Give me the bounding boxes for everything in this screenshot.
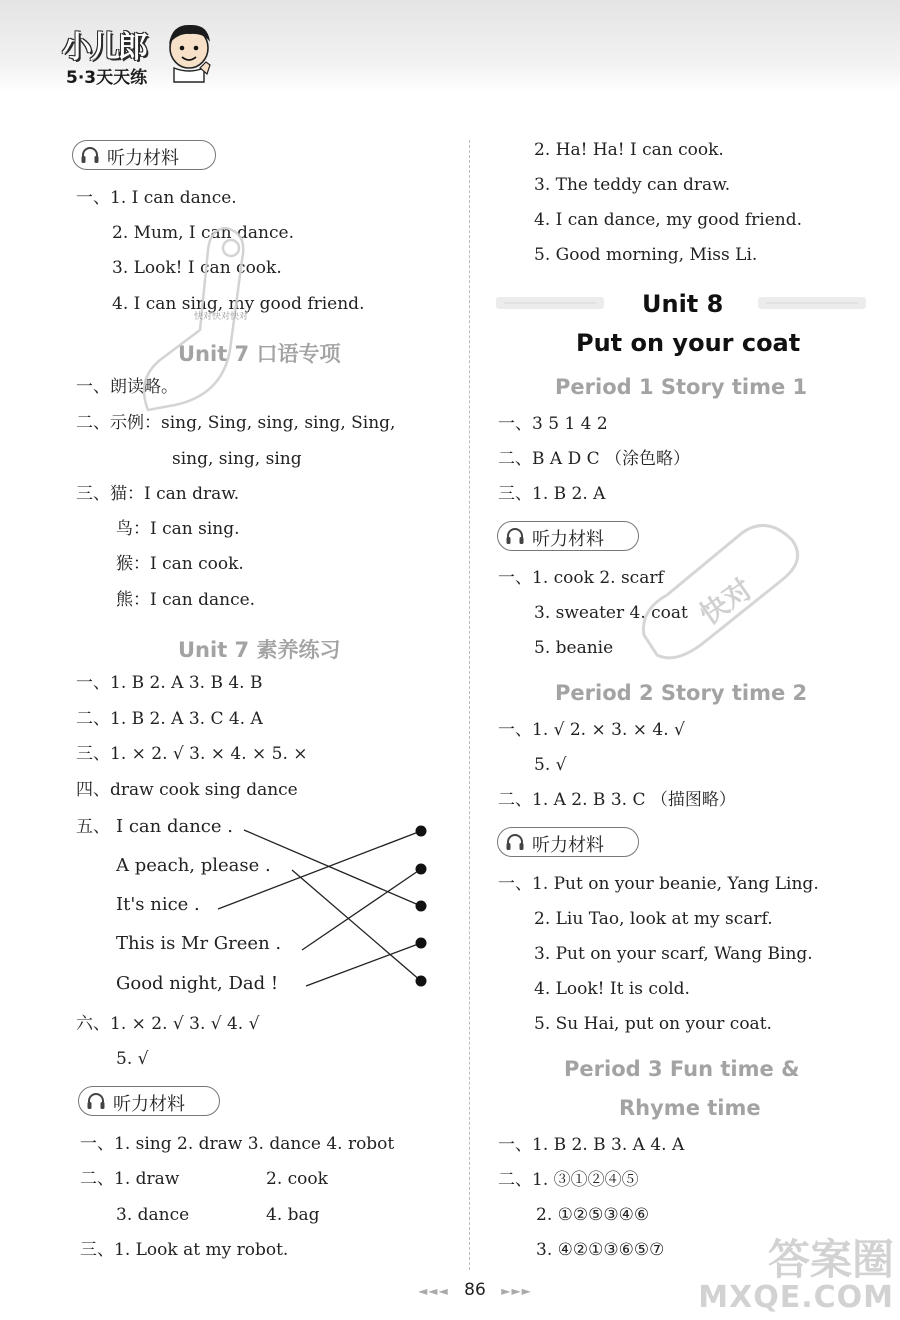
right-listening-line-3: 3. The teddy can draw. bbox=[534, 175, 731, 195]
match-line-5 bbox=[306, 943, 421, 986]
stamp-text: 快对 bbox=[693, 572, 759, 632]
listening-material-tag-3 bbox=[497, 521, 639, 551]
period3-answer-1: 一、1. B 2. B 3. A 4. A bbox=[498, 1135, 685, 1155]
listening-line-2: 2. Mum, I can dance. bbox=[112, 223, 294, 243]
listening3-line-2: 3. sweater 4. coat bbox=[534, 603, 688, 623]
headphones-icon bbox=[80, 146, 100, 164]
logo-subtitle: 5·3天天练 bbox=[66, 68, 148, 88]
listening4-line-4: 4. Look! It is cold. bbox=[534, 979, 690, 999]
unit7-oral-heading: Unit 7 口语专项 bbox=[178, 342, 341, 366]
match-item-4: This is Mr Green . bbox=[116, 933, 282, 954]
unit8-title: Unit 8 bbox=[642, 290, 724, 318]
listening-material-label: 听力材料 bbox=[107, 148, 179, 169]
listening-material-label: 听力材料 bbox=[113, 1094, 185, 1115]
practice-answer-6: 六、1. × 2. √ 3. √ 4. √ bbox=[76, 1014, 260, 1034]
listening-line-4: 4. I can sing, my good friend. bbox=[112, 294, 365, 314]
listening2-line-3b: 4. bag bbox=[266, 1205, 320, 1225]
period3-heading-line1: Period 3 Fun time & bbox=[564, 1057, 800, 1081]
period2-heading: Period 2 Story time 2 bbox=[555, 681, 808, 705]
prev-arrows-icon: ◄◄◄ bbox=[418, 1284, 449, 1298]
right-listening-line-5: 5. Good morning, Miss Li. bbox=[534, 245, 758, 265]
match-item-2: A peach, please . bbox=[116, 855, 271, 876]
period2-answer-1: 一、1. √ 2. × 3. × 4. √ bbox=[498, 720, 685, 740]
listening3-line-3: 5. beanie bbox=[534, 638, 614, 658]
oral-answer-3-bear: 熊：I can dance. bbox=[116, 590, 256, 610]
site-watermark bbox=[698, 1235, 894, 1315]
match-item-3: It's nice . bbox=[116, 894, 200, 915]
column-divider bbox=[469, 140, 470, 1270]
period1-heading: Period 1 Story time 1 bbox=[555, 375, 808, 399]
listening-material-label: 听力材料 bbox=[532, 529, 604, 550]
kuaidui-stamp-icon bbox=[130, 220, 290, 430]
practice-answer-5-prefix: 五、 bbox=[76, 817, 110, 837]
listening2-line-4: 三、1. Look at my robot. bbox=[80, 1240, 289, 1260]
oral-answer-3-monkey: 猴：I can cook. bbox=[116, 554, 244, 574]
listening-material-tag-1 bbox=[72, 140, 216, 170]
listening-material-label: 听力材料 bbox=[532, 835, 604, 856]
page-header bbox=[0, 0, 900, 92]
practice-answer-1: 一、1. B 2. A 3. B 4. B bbox=[76, 673, 263, 693]
match-dot-1 bbox=[416, 826, 427, 837]
match-line-4 bbox=[302, 869, 421, 950]
stamp-small-text: 快对快对快对 bbox=[194, 312, 249, 322]
period3-answer-2-2: 2. ①②⑤③④⑥ bbox=[536, 1205, 650, 1225]
period1-answer-1: 一、3 5 1 4 2 bbox=[498, 414, 608, 434]
listening2-line-1: 一、1. sing 2. draw 3. dance 4. robot bbox=[80, 1134, 395, 1154]
listening3-line-1: 一、1. cook 2. scarf bbox=[498, 568, 664, 588]
practice-answer-3: 三、1. × 2. √ 3. × 4. × 5. × bbox=[76, 744, 308, 764]
period3-answer-2-1: 二、1. ③①②④⑤ bbox=[498, 1170, 639, 1190]
practice-answer-4: 四、draw cook sing dance bbox=[76, 780, 298, 800]
period1-answer-3: 三、1. B 2. A bbox=[498, 484, 606, 504]
headphones-icon bbox=[505, 527, 525, 545]
match-dot-5 bbox=[416, 976, 427, 987]
listening-material-tag-4 bbox=[497, 827, 639, 857]
unit7-practice-heading: Unit 7 素养练习 bbox=[178, 638, 341, 662]
listening-line-3: 3. Look! I can cook. bbox=[112, 258, 282, 278]
headphones-icon bbox=[86, 1092, 106, 1110]
listening4-line-2: 2. Liu Tao, look at my scarf. bbox=[534, 909, 773, 929]
logo-title: 小儿郎 bbox=[62, 30, 146, 65]
practice-answer-6-cont: 5. √ bbox=[116, 1049, 149, 1069]
page-number: 86 bbox=[464, 1280, 486, 1300]
listening2-line-2a: 二、1. draw bbox=[80, 1169, 180, 1189]
kuaidui-stamp-icon bbox=[632, 515, 812, 685]
oral-answer-2: 二、示例：sing, Sing, sing, sing, Sing, bbox=[76, 413, 396, 433]
period3-answer-2-3: 3. ④②①③⑥⑤⑦ bbox=[536, 1240, 665, 1260]
listening-material-tag-2 bbox=[78, 1086, 220, 1116]
headphones-icon bbox=[505, 833, 525, 851]
right-listening-line-4: 4. I can dance, my good friend. bbox=[534, 210, 803, 230]
listening2-line-3a: 3. dance bbox=[116, 1205, 190, 1225]
match-dot-3 bbox=[416, 901, 427, 912]
listening4-line-3: 3. Put on your scarf, Wang Bing. bbox=[534, 944, 813, 964]
watermark-line-2: MXQE.COM bbox=[698, 1280, 894, 1315]
match-item-1: I can dance . bbox=[116, 816, 233, 837]
mascot-boy-icon bbox=[160, 18, 218, 84]
match-item-5: Good night, Dad ! bbox=[116, 973, 279, 994]
period3-heading-line2: Rhyme time bbox=[619, 1096, 761, 1120]
oral-answer-2-cont: sing, sing, sing bbox=[172, 449, 302, 469]
watermark-line-1: 答案圈 bbox=[767, 1235, 894, 1284]
listening2-line-2b: 2. cook bbox=[266, 1169, 328, 1189]
page-footer bbox=[400, 1280, 550, 1300]
period2-answer-2: 二、1. A 2. B 3. C （描图略） bbox=[498, 790, 736, 810]
oral-answer-3-bird: 鸟：I can sing. bbox=[116, 519, 240, 539]
period1-answer-2: 二、B A D C （涂色略） bbox=[498, 449, 691, 469]
match-dot-4 bbox=[416, 938, 427, 949]
match-dot-2 bbox=[416, 864, 427, 875]
match-line-2 bbox=[292, 870, 421, 981]
listening4-line-1: 一、1. Put on your beanie, Yang Ling. bbox=[498, 874, 819, 894]
oral-answer-3-cat: 三、猫：I can draw. bbox=[76, 484, 240, 504]
practice-answer-2: 二、1. B 2. A 3. C 4. A bbox=[76, 709, 263, 729]
oral-answer-1: 一、朗读略。 bbox=[76, 377, 178, 397]
right-listening-line-2: 2. Ha! Ha! I can cook. bbox=[534, 140, 724, 160]
listening-line-1: 一、1. I can dance. bbox=[76, 188, 237, 208]
period2-answer-1-cont: 5. √ bbox=[534, 755, 567, 775]
unit8-subtitle: Put on your coat bbox=[576, 329, 801, 357]
listening4-line-5: 5. Su Hai, put on your coat. bbox=[534, 1014, 772, 1034]
next-arrows-icon: ►►► bbox=[501, 1284, 532, 1298]
